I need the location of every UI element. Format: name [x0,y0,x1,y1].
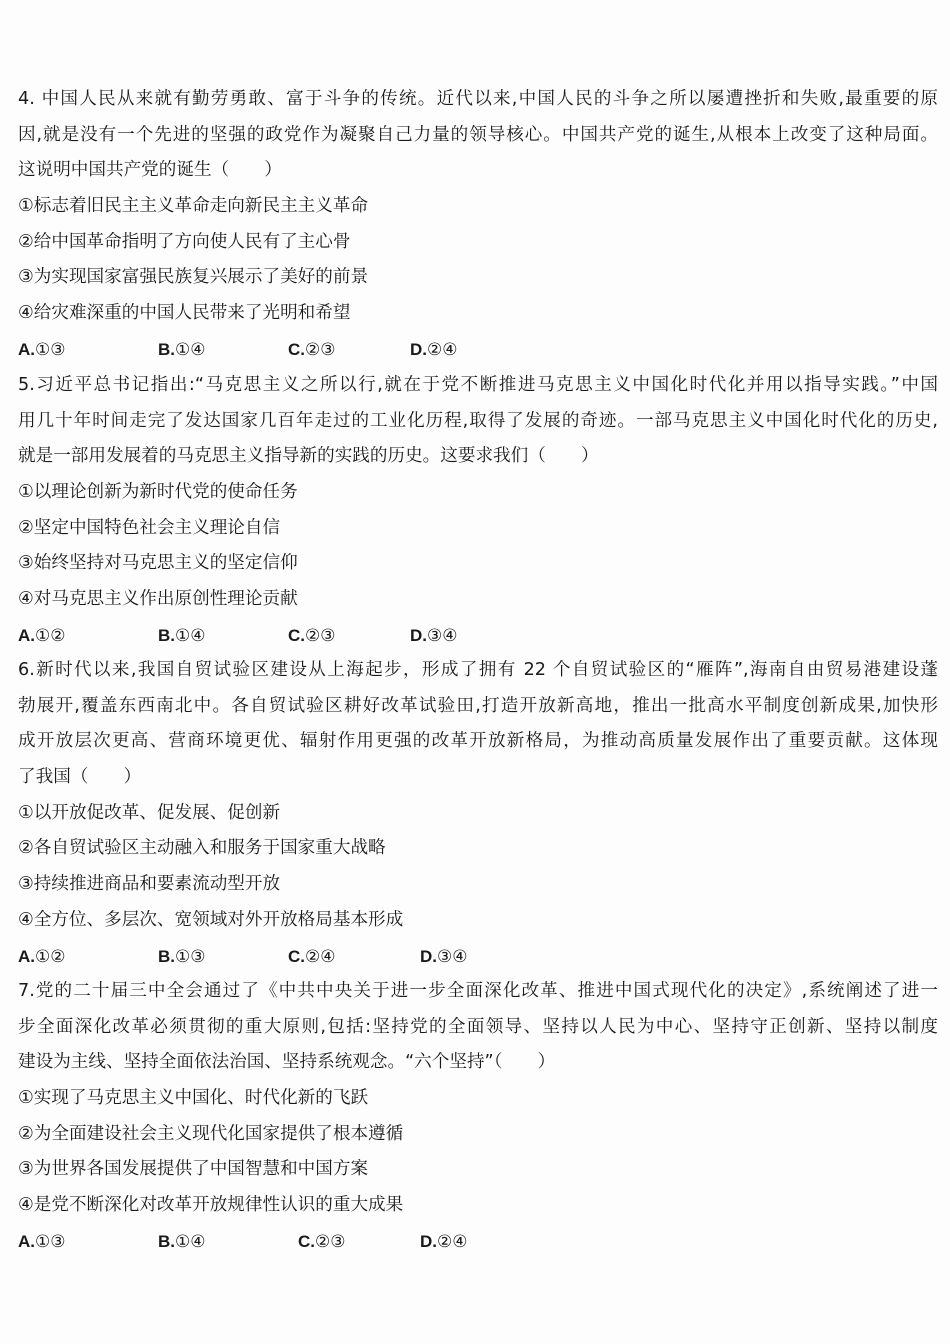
answer-choice-a[interactable] [18,939,65,975]
question-stem-line: 了我国（ ） [18,767,142,788]
answer-choice-d[interactable] [410,332,457,368]
choice-text: ②③ [305,625,336,646]
statement-option: ③始终坚持对马克思主义的坚定信仰 [18,553,298,574]
answer-choice-d[interactable] [420,939,467,975]
statement-option: ③持续推进商品和要素流动型开放 [18,874,281,895]
answer-choice-a[interactable] [18,618,65,654]
statement-option: ③为世界各国发展提供了中国智慧和中国方案 [18,1159,369,1180]
choice-text: ②④ [427,339,458,360]
answer-choice-b[interactable] [158,1224,205,1260]
choice-letter: D. [420,946,437,966]
choice-text: ③④ [427,625,458,646]
choice-letter: C. [298,1231,315,1251]
choice-text: ①② [35,625,66,646]
question-4 [18,82,938,368]
statement-option: ④全方位、多层次、宽领域对外开放格局基本形成 [18,909,404,930]
answer-choice-b[interactable] [158,332,205,368]
choice-letter: D. [410,339,427,359]
choice-text: ①④ [175,625,206,646]
choice-text: ②③ [315,1231,346,1252]
question-stem-line: 6.新时代以来,我国自贸试验区建设从上海起步，形成了拥有 22 个自贸试验区的“雁阵”,海南自由贸易港建设蓬 [18,660,938,680]
answer-choices [18,1224,938,1260]
answer-choice-b[interactable] [158,618,205,654]
statement-option: ①实现了马克思主义中国化、时代化新的飞跃 [18,1088,369,1109]
choice-letter: A. [18,1231,35,1251]
question-stem-line: 用几十年时间走完了发达国家几百年走过的工业化历程,取得了发展的奇迹。一部马克思主义中国化时代化的历史, [18,410,938,431]
statement-option: ①标志着旧民主主义革命走向新民主主义革命 [18,196,369,217]
answer-choices [18,618,938,654]
statement-option: ②为全面建设社会主义现代化国家提供了根本遵循 [18,1123,404,1144]
choice-letter: C. [288,339,305,359]
question-7 [18,974,938,1260]
question-stem-line: 4. 中国人民从来就有勤劳勇敢、富于斗争的传统。近代以来,中国人民的斗争之所以屡遭挫折和失败,最重要的原 [18,89,938,109]
question-stem-line: 5.习近平总书记指出:“马克思主义之所以行,就在于党不断推进马克思主义中国化时代化并用以指导实践。”中国 [18,375,938,395]
answer-choice-a[interactable] [18,332,65,368]
question-stem-line: 勃展开,覆盖东西南北中。各自贸试验区耕好改革试验田,打造开放新高地，推出一批高水平制度创新成果,加快形 [18,695,938,716]
choice-text: ②④ [437,1231,468,1252]
question-stem-line: 因,就是没有一个先进的坚强的政党作为凝聚自己力量的领导核心。中国共产党的诞生,从根本上改变了这种局面。 [18,124,938,145]
choice-letter: A. [18,946,35,966]
choice-text: ①④ [175,339,206,360]
question-stem-line: 这说明中国共产党的诞生（ ） [18,160,282,181]
answer-choice-c[interactable] [288,939,335,975]
choice-text: ①③ [175,946,206,967]
statement-option: ②各自贸试验区主动融入和服务于国家重大战略 [18,838,386,859]
choice-letter: B. [158,1231,175,1251]
answer-choice-d[interactable] [420,1224,467,1260]
question-stem-line: 7.党的二十届三中全会通过了《中共中央关于进一步全面深化改革、推进中国式现代化的决定》,系统阐述了进一 [18,981,938,1001]
answer-choice-c[interactable] [288,618,335,654]
choice-text: ①③ [35,339,66,360]
choice-letter: B. [158,339,175,359]
choice-text: ②③ [305,339,336,360]
choice-letter: A. [18,625,35,645]
choice-text: ②④ [305,946,336,967]
statement-option: ④给灾难深重的中国人民带来了光明和希望 [18,303,351,324]
answer-choice-c[interactable] [288,332,335,368]
answer-choice-a[interactable] [18,1224,65,1260]
statement-option: ②给中国革命指明了方向使人民有了主心骨 [18,231,351,252]
statement-option: ④是党不断深化对改革开放规律性认识的重大成果 [18,1195,404,1216]
answer-choice-c[interactable] [298,1224,345,1260]
choice-letter: B. [158,946,175,966]
statement-option: ①以理论创新为新时代党的使命任务 [18,482,298,503]
choice-text: ①② [35,946,66,967]
statement-option: ①以开放促改革、促发展、促创新 [18,802,281,823]
answer-choice-d[interactable] [410,618,457,654]
choice-text: ③④ [437,946,468,967]
choice-letter: A. [18,339,35,359]
statement-option: ②坚定中国特色社会主义理论自信 [18,517,281,538]
question-5 [18,368,938,654]
question-stem-line: 步全面深化改革必须贯彻的重大原则,包括:坚持党的全面领导、坚持以人民为中心、坚持守正创新、坚持以制度 [18,1016,938,1037]
choice-text: ①③ [35,1231,66,1252]
choice-letter: B. [158,625,175,645]
choice-letter: D. [420,1231,437,1251]
choice-text: ①④ [175,1231,206,1252]
answer-choices [18,939,938,975]
answer-choice-b[interactable] [158,939,205,975]
question-stem-line: 建设为主线、坚持全面依法治国、坚持系统观念。“六个坚持”（ ） [18,1052,556,1073]
statement-option: ③为实现国家富强民族复兴展示了美好的前景 [18,267,369,288]
choice-letter: C. [288,946,305,966]
choice-letter: D. [410,625,427,645]
question-6 [18,653,938,974]
choice-letter: C. [288,625,305,645]
question-stem-line: 就是一部用发展着的马克思主义指导新的实践的历史。这要求我们（ ） [18,446,599,467]
statement-option: ④对马克思主义作出原创性理论贡献 [18,589,298,610]
question-stem-line: 成开放层次更高、营商环境更优、辐射作用更强的改革开放新格局，为推动高质量发展作出了重要贡献。这体现 [18,731,938,752]
answer-choices [18,332,938,368]
